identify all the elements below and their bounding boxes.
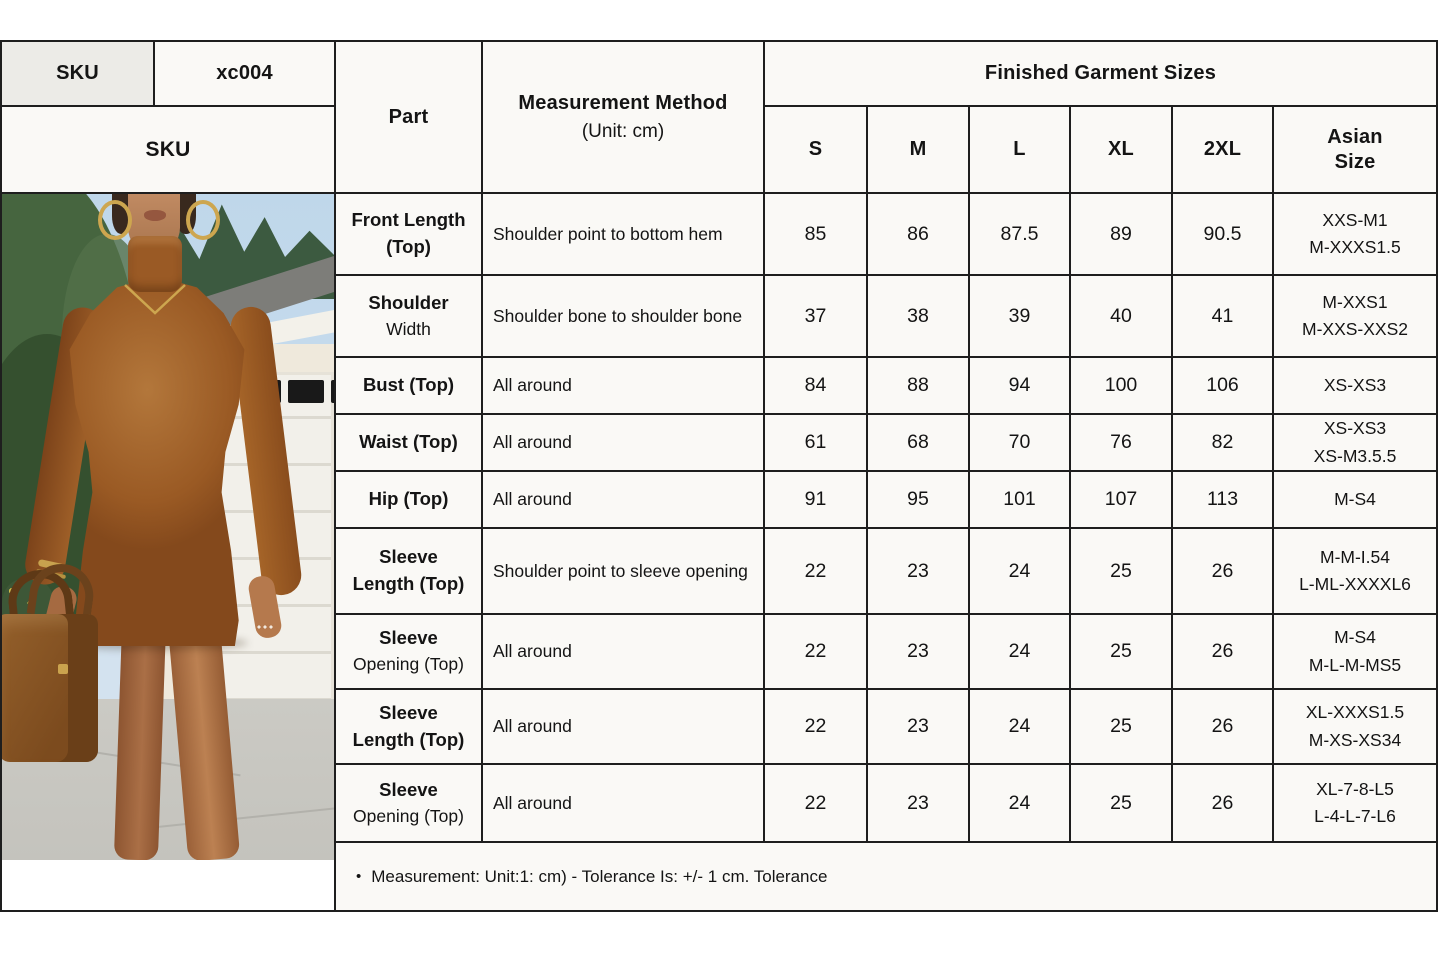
sku-value-cell (155, 42, 334, 105)
asian-size-cell: M-S4 (1274, 472, 1436, 527)
size-value: 22 (765, 765, 866, 841)
part-cell: Bust (Top) (336, 358, 481, 413)
size-value: 41 (1173, 276, 1272, 356)
column-header-l: L (970, 107, 1069, 192)
tolerance-note (336, 843, 1436, 910)
size-value: 25 (1071, 690, 1171, 763)
sku-label-cell (2, 42, 153, 105)
hoop-earring (98, 200, 132, 240)
size-value: 61 (765, 415, 866, 470)
size-value: 39 (970, 276, 1069, 356)
size-value: 26 (1173, 615, 1272, 688)
column-header-xl: XL (1071, 107, 1171, 192)
part-cell: Waist (Top) (336, 415, 481, 470)
part-cell: Hip (Top) (336, 472, 481, 527)
size-value: 25 (1071, 765, 1171, 841)
hoop-earring (186, 200, 220, 240)
column-header-s: S (765, 107, 866, 192)
method-cell: All around (483, 765, 763, 841)
size-value: 113 (1173, 472, 1272, 527)
size-value: 26 (1173, 765, 1272, 841)
handbag-buckle (58, 664, 68, 674)
size-value: 22 (765, 690, 866, 763)
part-cell: Sleeve Opening (Top) (336, 615, 481, 688)
asian-size-cell: XL-7-8-L5 L-4-L-7-L6 (1274, 765, 1436, 841)
model-lips (144, 210, 166, 221)
garage-window (331, 380, 334, 403)
method-header-title: Measurement Method (518, 91, 728, 114)
bullet-icon: • (356, 868, 362, 885)
asian-size-cell: XS-XS3 (1274, 358, 1436, 413)
asian-size-cell: XL-XXXS1.5 M-XS-XS34 (1274, 690, 1436, 763)
size-chart-table (0, 40, 1438, 912)
column-header-2xl: 2XL (1173, 107, 1272, 192)
column-header-method (483, 42, 763, 192)
garage-window (288, 380, 324, 403)
method-cell: All around (483, 415, 763, 470)
gold-necklace (122, 282, 188, 318)
method-cell: All around (483, 472, 763, 527)
size-value: 82 (1173, 415, 1272, 470)
manicured-nails (256, 624, 274, 630)
size-value: 38 (868, 276, 968, 356)
size-value: 24 (970, 615, 1069, 688)
size-value: 85 (765, 194, 866, 274)
method-cell: Shoulder bone to shoulder bone (483, 276, 763, 356)
asian-size-cell: M-S4 M-L-M-MS5 (1274, 615, 1436, 688)
method-cell: All around (483, 615, 763, 688)
size-value: 76 (1071, 415, 1171, 470)
size-value: 26 (1173, 690, 1272, 763)
size-value: 37 (765, 276, 866, 356)
asian-size-cell: XXS-M1 M-XXXS1.5 (1274, 194, 1436, 274)
finished-garment-sizes-header: Finished Garment Sizes (765, 42, 1436, 105)
product-photo-cell (2, 194, 334, 910)
size-value: 23 (868, 615, 968, 688)
size-value: 91 (765, 472, 866, 527)
method-cell: All around (483, 690, 763, 763)
part-cell: Sleeve Length (Top) (336, 529, 481, 613)
column-header-asian-size: Asian Size (1274, 107, 1436, 192)
size-value: 84 (765, 358, 866, 413)
method-cell: Shoulder point to sleeve opening (483, 529, 763, 613)
asian-size-cell: M-M-I.54 L-ML-XXXXL6 (1274, 529, 1436, 613)
size-value: 70 (970, 415, 1069, 470)
sku-label: SKU (56, 62, 99, 84)
size-value: 23 (868, 690, 968, 763)
asian-size-cell: M-XXS1 M-XXS-XXS2 (1274, 276, 1436, 356)
model-leg (114, 621, 166, 860)
asian-size-cell: XS-XS3 XS-M3.5.5 (1274, 415, 1436, 470)
method-cell: Shoulder point to bottom hem (483, 194, 763, 274)
column-header-part: Part (336, 42, 481, 192)
size-value: 90.5 (1173, 194, 1272, 274)
size-value: 95 (868, 472, 968, 527)
size-value: 40 (1071, 276, 1171, 356)
product-photo (2, 194, 334, 860)
size-value: 106 (1173, 358, 1272, 413)
size-value: 24 (970, 529, 1069, 613)
size-value: 22 (765, 615, 866, 688)
size-value: 23 (868, 765, 968, 841)
size-value: 94 (970, 358, 1069, 413)
method-cell: All around (483, 358, 763, 413)
size-value: 22 (765, 529, 866, 613)
size-value: 100 (1071, 358, 1171, 413)
part-cell: Sleeve Length (Top) (336, 690, 481, 763)
part-cell: Shoulder Width (336, 276, 481, 356)
size-value: 89 (1071, 194, 1171, 274)
size-value: 24 (970, 765, 1069, 841)
sku-title: SKU (145, 137, 191, 161)
part-cell: Front Length (Top) (336, 194, 481, 274)
column-header-m: M (868, 107, 968, 192)
size-value: 86 (868, 194, 968, 274)
size-value: 107 (1071, 472, 1171, 527)
size-value: 25 (1071, 615, 1171, 688)
size-value: 26 (1173, 529, 1272, 613)
handbag (2, 614, 98, 762)
sku-value: xc004 (216, 62, 273, 84)
sku-title-cell (2, 107, 334, 192)
size-value: 88 (868, 358, 968, 413)
part-cell: Sleeve Opening (Top) (336, 765, 481, 841)
method-header-unit: (Unit: cm) (581, 120, 665, 142)
size-value: 87.5 (970, 194, 1069, 274)
size-value: 101 (970, 472, 1069, 527)
size-value: 68 (868, 415, 968, 470)
tolerance-note-text: Measurement: Unit:1: cm) - Tolerance Is: +/- 1 cm. Tolerance (371, 866, 828, 886)
size-value: 23 (868, 529, 968, 613)
size-value: 25 (1071, 529, 1171, 613)
size-value: 24 (970, 690, 1069, 763)
